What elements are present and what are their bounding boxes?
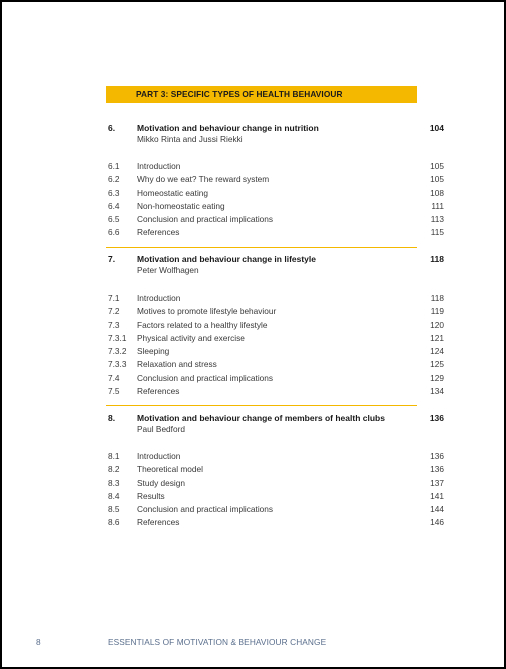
chapter-title[interactable]: Motivation and behaviour change in lifestyle: [137, 254, 317, 264]
footer-page-number: 8: [36, 637, 41, 647]
section-title: Conclusion and practical implications: [137, 504, 274, 515]
section-entry[interactable]: [106, 464, 446, 477]
section-number: 8.1: [108, 451, 120, 461]
section-entry[interactable]: [106, 333, 446, 346]
section-title: References: [137, 227, 180, 238]
section-entry[interactable]: [106, 174, 446, 187]
chapter-6: [106, 123, 446, 238]
section-entry[interactable]: [106, 320, 446, 333]
section-entry[interactable]: [106, 227, 446, 240]
section-title: Non-homeostatic eating: [137, 200, 225, 211]
section-number: 7.3.3: [108, 359, 127, 370]
section-page-number: 105: [430, 174, 444, 185]
section-number: 6.5: [108, 214, 120, 225]
section-entry[interactable]: [106, 201, 446, 214]
section-title: Conclusion and practical implications: [137, 214, 274, 225]
section-page-number: 119: [430, 306, 444, 317]
section-title: Sleeping: [137, 346, 170, 357]
section-page-number: 144: [430, 504, 444, 515]
section-list: [106, 451, 446, 531]
section-page-number: 105: [430, 161, 444, 171]
section-number: 8.3: [108, 477, 120, 488]
section-page-number: 113: [430, 214, 444, 225]
section-number: 7.1: [108, 293, 120, 303]
chapter-number: 6.: [108, 123, 116, 133]
chapter-heading: [106, 123, 446, 144]
section-title: Study design: [137, 477, 185, 488]
section-page-number: 129: [430, 372, 444, 383]
section-title: Relaxation and stress: [137, 359, 217, 370]
section-number: 6.2: [108, 174, 120, 185]
section-page-number: 136: [430, 464, 444, 475]
chapter-divider: [106, 405, 417, 406]
section-entry[interactable]: [106, 188, 446, 201]
section-title: Why do we eat? The reward system: [137, 174, 270, 185]
section-title: Introduction: [137, 161, 181, 171]
section-number: 6.4: [108, 200, 120, 211]
section-number: 7.3: [108, 319, 120, 330]
chapter-page-number: 118: [430, 254, 444, 264]
chapter-heading: [106, 413, 446, 434]
chapter-author: Paul Bedford: [137, 424, 185, 434]
section-number: 7.3.2: [108, 346, 127, 357]
section-number: 7.5: [108, 386, 120, 397]
section-number: 6.1: [108, 161, 120, 171]
section-number: 8.2: [108, 464, 120, 475]
section-entry[interactable]: [106, 293, 446, 306]
section-page-number: 124: [430, 346, 444, 357]
section-page-number: 120: [430, 319, 444, 330]
section-title: Factors related to a healthy lifestyle: [137, 319, 268, 330]
chapter-author: Mikko Rinta and Jussi Riekki: [137, 134, 243, 144]
section-title: Introduction: [137, 451, 181, 461]
section-title: References: [137, 517, 180, 528]
chapter-page-number: 136: [429, 413, 444, 423]
section-page-number: 118: [430, 293, 444, 303]
section-list: [106, 293, 446, 399]
chapter-number: 8.: [108, 413, 116, 423]
section-page-number: 121: [430, 332, 444, 343]
chapter-heading: [106, 254, 446, 275]
chapter-number: 7.: [108, 254, 116, 264]
section-number: 8.6: [108, 517, 120, 528]
footer-book-title: ESSENTIALS OF MOTIVATION & BEHAVIOUR CHANGE: [108, 637, 327, 647]
chapter-author: Peter Wolfhagen: [137, 265, 199, 275]
section-entry[interactable]: [106, 517, 446, 530]
section-page-number: 137: [430, 477, 444, 488]
section-number: 6.3: [108, 187, 120, 198]
section-entry[interactable]: [106, 386, 446, 399]
section-title: Physical activity and exercise: [137, 332, 245, 343]
section-page-number: 115: [430, 227, 444, 238]
section-title: References: [137, 386, 180, 397]
chapter-title[interactable]: Motivation and behaviour change of members of health clubs: [137, 413, 385, 423]
section-number: 7.2: [108, 306, 120, 317]
section-title: Theoretical model: [137, 464, 203, 475]
section-number: 8.5: [108, 504, 120, 515]
section-entry[interactable]: [106, 346, 446, 359]
chapter-page-number: 104: [429, 123, 444, 133]
section-entry[interactable]: [106, 214, 446, 227]
section-number: 8.4: [108, 490, 120, 501]
section-title: Motives to promote lifestyle behaviour: [137, 306, 277, 317]
section-entry[interactable]: [106, 306, 446, 319]
section-page-number: 134: [430, 386, 444, 397]
section-title: Homeostatic eating: [137, 187, 209, 198]
section-entry[interactable]: [106, 359, 446, 372]
section-title: Introduction: [137, 293, 181, 303]
part-header: PART 3: SPECIFIC TYPES OF HEALTH BEHAVIOUR: [106, 86, 417, 103]
section-page-number: 125: [430, 359, 444, 370]
section-entry[interactable]: [106, 451, 446, 464]
chapter-divider: [106, 247, 417, 248]
section-page-number: 141: [430, 490, 444, 501]
section-entry[interactable]: [106, 161, 446, 174]
section-number: 6.6: [108, 227, 120, 238]
section-list: [106, 161, 446, 241]
section-page-number: 108: [430, 187, 444, 198]
section-entry[interactable]: [106, 373, 446, 386]
section-page-number: 111: [431, 200, 444, 211]
section-number: 7.4: [108, 372, 120, 383]
chapter-title[interactable]: Motivation and behaviour change in nutrition: [137, 123, 319, 133]
section-title: Results: [137, 490, 165, 501]
section-title: Conclusion and practical implications: [137, 372, 274, 383]
section-entry[interactable]: [106, 504, 446, 517]
section-page-number: 136: [430, 451, 444, 461]
section-page-number: 146: [430, 517, 444, 528]
section-entry[interactable]: [106, 478, 446, 491]
chapter-7: [106, 254, 446, 397]
section-entry[interactable]: [106, 491, 446, 504]
chapter-8: [106, 413, 446, 528]
section-number: 7.3.1: [108, 332, 127, 343]
